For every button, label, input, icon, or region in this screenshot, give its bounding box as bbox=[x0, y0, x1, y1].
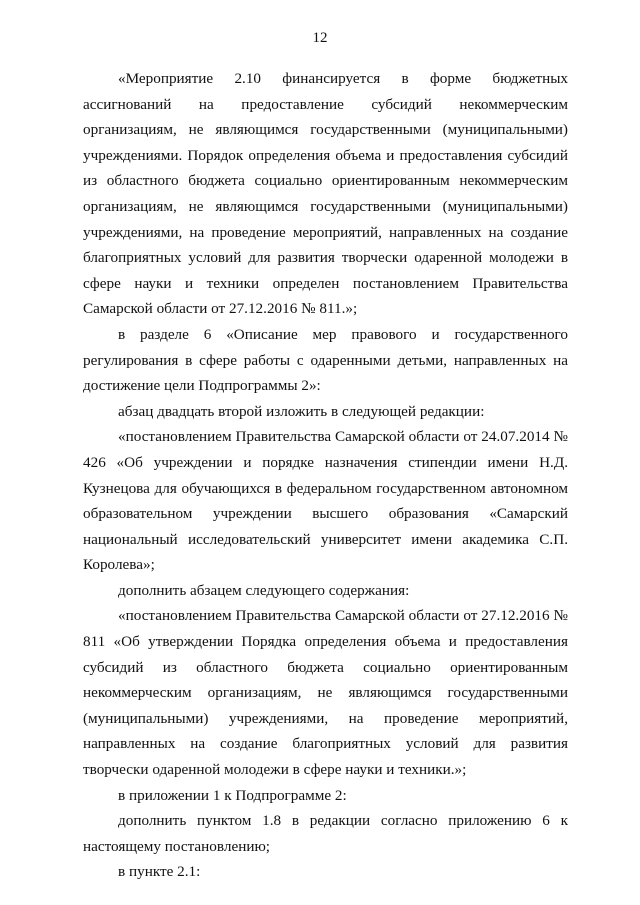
paragraph-add-statement: дополнить абзацем следующего содержания: bbox=[118, 581, 410, 599]
paragraph-resolution-811: «постановлением Правительства Самарской области от 27.12.2016 № 811 «Об утверждении Порядка определения объема и предоставления субсидий из областного бюджета социально ориентированным некоммерческим организациям, не являющимся государственными (муниципальными) учреждениями, на проведение мероприятий, направленных на создание благоприятных условий для развития творчески одаренной молодежи в сфере науки и техники.»; bbox=[83, 607, 568, 779]
page-number: 12 bbox=[312, 30, 328, 46]
paragraph-twenty-second: абзац двадцать второй изложить в следующей редакции: bbox=[118, 402, 485, 420]
paragraph-measure-2-10: «Мероприятие 2.10 финансируется в форме бюджетных ассигнований на предоставление субсидий некоммерческим организациям, не являющимся государственными (муниципальными) учреждениями. Порядок определения объема и предоставления субсидий из областного бюджета социально ориентированным некоммерческим организациям, не являющимся государственными (муниципальными) учреждениями, на проведение мероприятий, направленных на создание благоприятных условий для развития творчески одаренной молодежи в сфере науки и техники определен постановлением Правительства Самарской области от 27.12.2016 № 811.»; bbox=[83, 70, 568, 318]
paragraph-resolution-426: «постановлением Правительства Самарской области от 24.07.2014 № 426 «Об учреждении и порядке назначения стипендии имени Н.Д. Кузнецова для обучающихся в федеральном государственном автономном образовательном учреждении высшего образования «Самарский национальный исследовательский университет имени академика С.П. Королева»; bbox=[83, 428, 568, 574]
paragraph-item-1-8: дополнить пунктом 1.8 в редакции согласно приложению 6 к настоящему постановлению; bbox=[83, 812, 568, 855]
paragraph-section-6: в разделе 6 «Описание мер правового и государственного регулирования в сфере работы с одаренными детьми, направленных на достижение цели Подпрограммы 2»: bbox=[83, 325, 568, 395]
paragraph-appendix-1: в приложении 1 к Подпрограмме 2: bbox=[118, 786, 347, 804]
document-body bbox=[83, 66, 568, 885]
paragraph-item-2-1: в пункте 2.1: bbox=[118, 863, 201, 881]
